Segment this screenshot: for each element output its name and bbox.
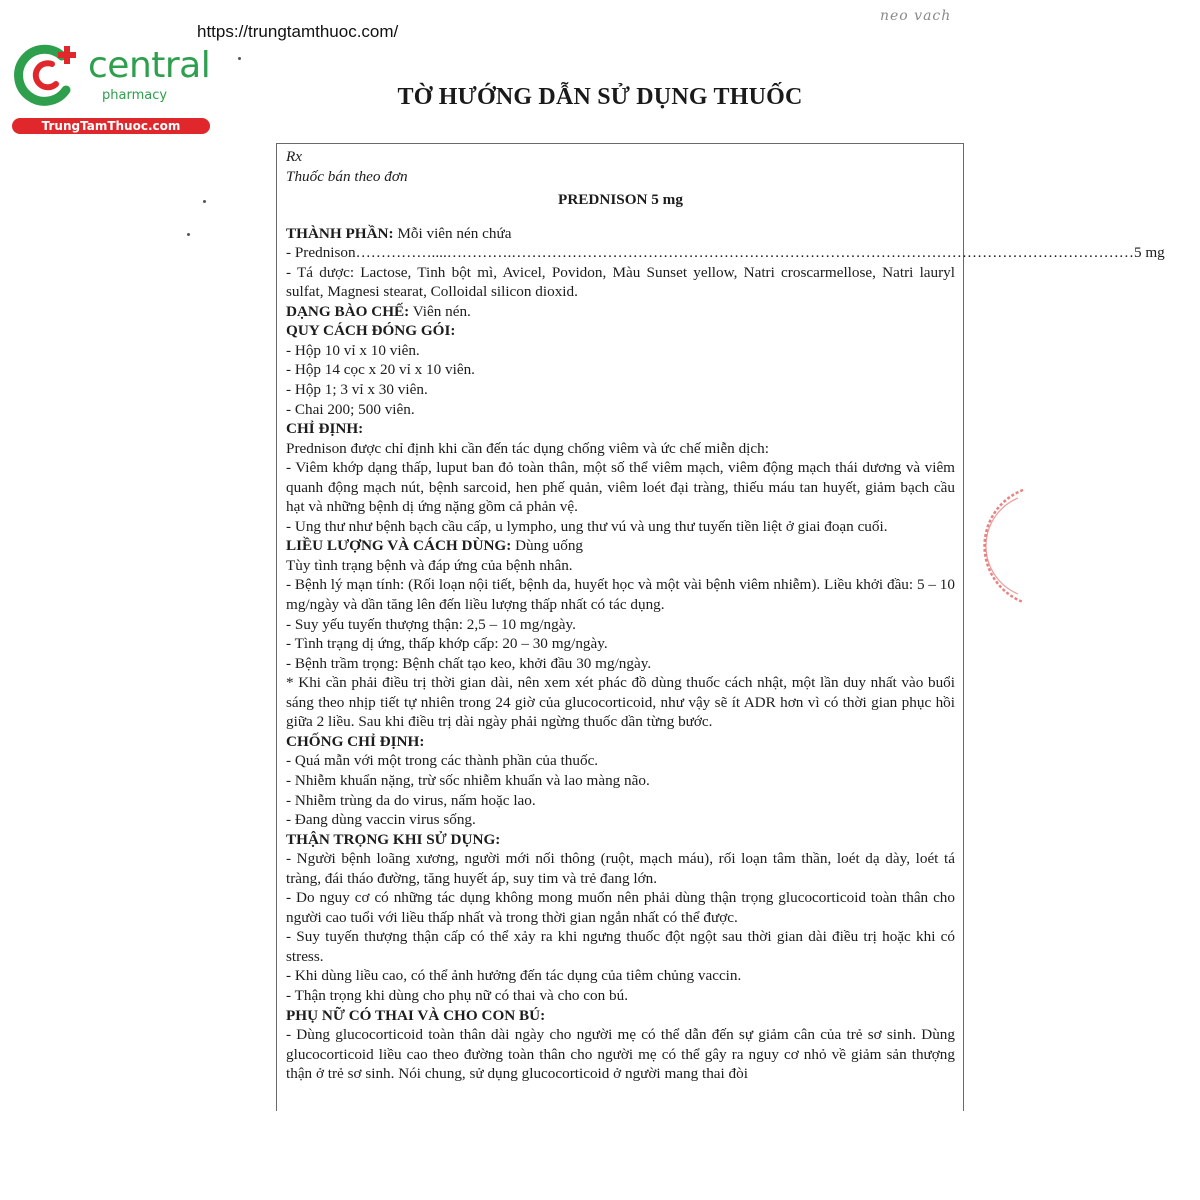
section-heading: CHỈ ĐỊNH: — [286, 420, 364, 438]
section-heading: PHỤ NỮ CÓ THAI VÀ CHO CON BÚ: — [286, 1006, 546, 1024]
rx-label: Rx — [286, 148, 303, 165]
dosage-form-text: Viên nén. — [409, 302, 471, 320]
dosage-route: Dùng uống — [511, 537, 584, 555]
paragraph: Tùy tình trạng bệnh và đáp ứng của bệnh nhân. — [286, 556, 573, 574]
list-item: - Khi dùng liều cao, có thể ảnh hưởng đến tác dụng của tiêm chủng vaccin. — [286, 967, 742, 985]
paragraph: * Khi cần phải điều trị thời gian dài, nên xem xét phác đồ dùng thuốc cách nhật, một lần duy nhất vào buổi sáng theo nhịp tiết tự nhiên trong 24 giờ của glucocorticoid, như vậy sẽ ít ADR hơn vì có thời gian phục hồi giữa 2 liều. Sau khi điều trị dài ngày phải ngừng thuốc dần từng bước. — [286, 674, 955, 731]
list-item: - Suy yếu tuyến thượng thận: 2,5 – 10 mg/ngày. — [286, 615, 576, 633]
list-item: - Hộp 10 vỉ x 10 viên. — [286, 341, 420, 359]
list-item: - Nhiễm trùng da do virus, nấm hoặc lao. — [286, 791, 536, 809]
paragraph: - Người bệnh loãng xương, người mới nối thông (ruột, mạch máu), rối loạn tâm thần, loét dạ dày, loét tá tràng, đái tháo đường, tăng huyết áp, suy tim và trẻ đang lớn. — [286, 850, 955, 887]
list-item: - Bệnh trầm trọng: Bệnh chất tạo keo, khởi đầu 30 mg/ngày. — [286, 654, 652, 672]
leaflet-body — [276, 143, 1165, 1111]
paragraph: - Suy tuyến thượng thận cấp có thể xảy ra khi ngưng thuốc đột ngột sau thời gian dài điều trị hoặc khi có stress. — [286, 928, 955, 965]
list-item: - Tình trạng dị ứng, thấp khớp cấp: 20 – 30 mg/ngày. — [286, 635, 608, 653]
list-item: - Đang dùng vaccin virus sống. — [286, 811, 476, 829]
logo-sub-text: pharmacy — [102, 88, 168, 103]
excipients-text: - Tá dược: Lactose, Tinh bột mì, Avicel, Povidon, Màu Sunset yellow, Natri croscarmellose, Natri lauryl sulfat, Magnesi stearat, Colloidal silicon dioxid. — [286, 263, 955, 301]
composition-intro: Mỗi viên nén chứa — [393, 224, 512, 242]
section-heading: THẬN TRỌNG KHI SỬ DỤNG: — [286, 830, 501, 848]
handwritten-note: neo vach — [880, 8, 952, 24]
section-heading: CHỐNG CHỈ ĐỊNH: — [286, 732, 425, 750]
dosage-form-section — [286, 302, 955, 322]
active-ingredient-row — [286, 243, 1165, 263]
product-name: PREDNISON 5 mg — [558, 191, 683, 209]
list-item: - Hộp 1; 3 vỉ x 30 viên. — [286, 381, 428, 399]
paragraph: Prednison được chỉ định khi cần đến tác dụng chống viêm và ức chế miễn dịch: — [286, 439, 769, 457]
composition-section — [286, 224, 955, 244]
list-item: - Nhiễm khuẩn nặng, trừ sốc nhiễm khuẩn và lao màng não. — [286, 771, 650, 789]
paragraph: - Bệnh lý mạn tính: (Rối loạn nội tiết, bệnh da, huyết học và một vài bệnh viêm nhiễm). Liều khởi đầu: 5 – 10 mg/ngày và dần tăng lên đến liều lượng thấp nhất có tác dụng. — [286, 576, 955, 614]
section-heading: DẠNG BÀO CHẾ: — [286, 302, 410, 320]
logo-badge: TrungTamThuoc.com — [12, 118, 210, 134]
list-item: - Quá mẫn với một trong các thành phần của thuốc. — [286, 752, 599, 770]
active-ingredient-name: - Prednison — [286, 244, 356, 262]
list-item: - Thận trọng khi dùng cho phụ nữ có thai và cho con bú. — [286, 986, 629, 1004]
source-url[interactable]: https://trungtamthuoc.com/ — [197, 22, 399, 41]
paragraph: - Dùng glucocorticoid toàn thân dài ngày cho người mẹ có thể dẫn đến sự giảm cân của trẻ sơ sinh. Dùng glucocorticoid liều cao theo đường toàn thân cho người mẹ có thể gây ra nguy cơ nhỏ về giảm sản thượng thận ở trẻ sơ sinh. Nói chung, sử dụng glucocorticoid ở người mang thai đòi — [286, 1026, 955, 1083]
section-heading: LIỀU LƯỢNG VÀ CÁCH DÙNG: — [286, 537, 512, 555]
rx-note: Thuốc bán theo đơn — [286, 167, 408, 185]
paragraph: - Ung thư như bệnh bạch cầu cấp, u lympho, ung thư vú và ung thư tuyến tiền liệt ở giai đoạn cuối. — [286, 517, 888, 535]
page-title: TỜ HƯỚNG DẪN SỬ DỤNG THUỐC — [397, 84, 803, 110]
dosage-section — [286, 536, 955, 556]
logo-brand-text: central — [88, 45, 211, 86]
speck — [203, 200, 206, 203]
section-heading: QUY CÁCH ĐÓNG GÓI: — [286, 322, 456, 340]
speck — [238, 57, 241, 60]
active-ingredient-amount: 5 mg — [1133, 244, 1165, 262]
red-stamp-fragment — [985, 486, 1025, 606]
speck — [187, 233, 190, 236]
list-item: - Chai 200; 500 viên. — [286, 400, 415, 418]
section-heading: THÀNH PHẦN: — [286, 224, 394, 242]
list-item: - Hộp 14 cọc x 20 vỉ x 10 viên. — [286, 361, 475, 379]
paragraph: - Viêm khớp dạng thấp, luput ban đỏ toàn thân, một số thể viêm mạch, viêm động mạch thái dương và viêm quanh động mạch nút, bệnh sarcoid, hen phế quản, viêm loét đại tràng, thiếu máu tan huyết, giảm bạch cầu hạt và những bệnh dị ứng nặng gồm cả phản vệ. — [286, 459, 955, 516]
dot-leader: ……………....………….…………………………………………………………………………………………………………… — [355, 244, 1134, 262]
paragraph: - Do nguy cơ có những tác dụng không mong muốn nên phải dùng thận trọng glucocorticoid toàn thân cho người cao tuổi với liều thấp nhất và trong thời gian ngắn nhất có thể được. — [286, 889, 955, 926]
